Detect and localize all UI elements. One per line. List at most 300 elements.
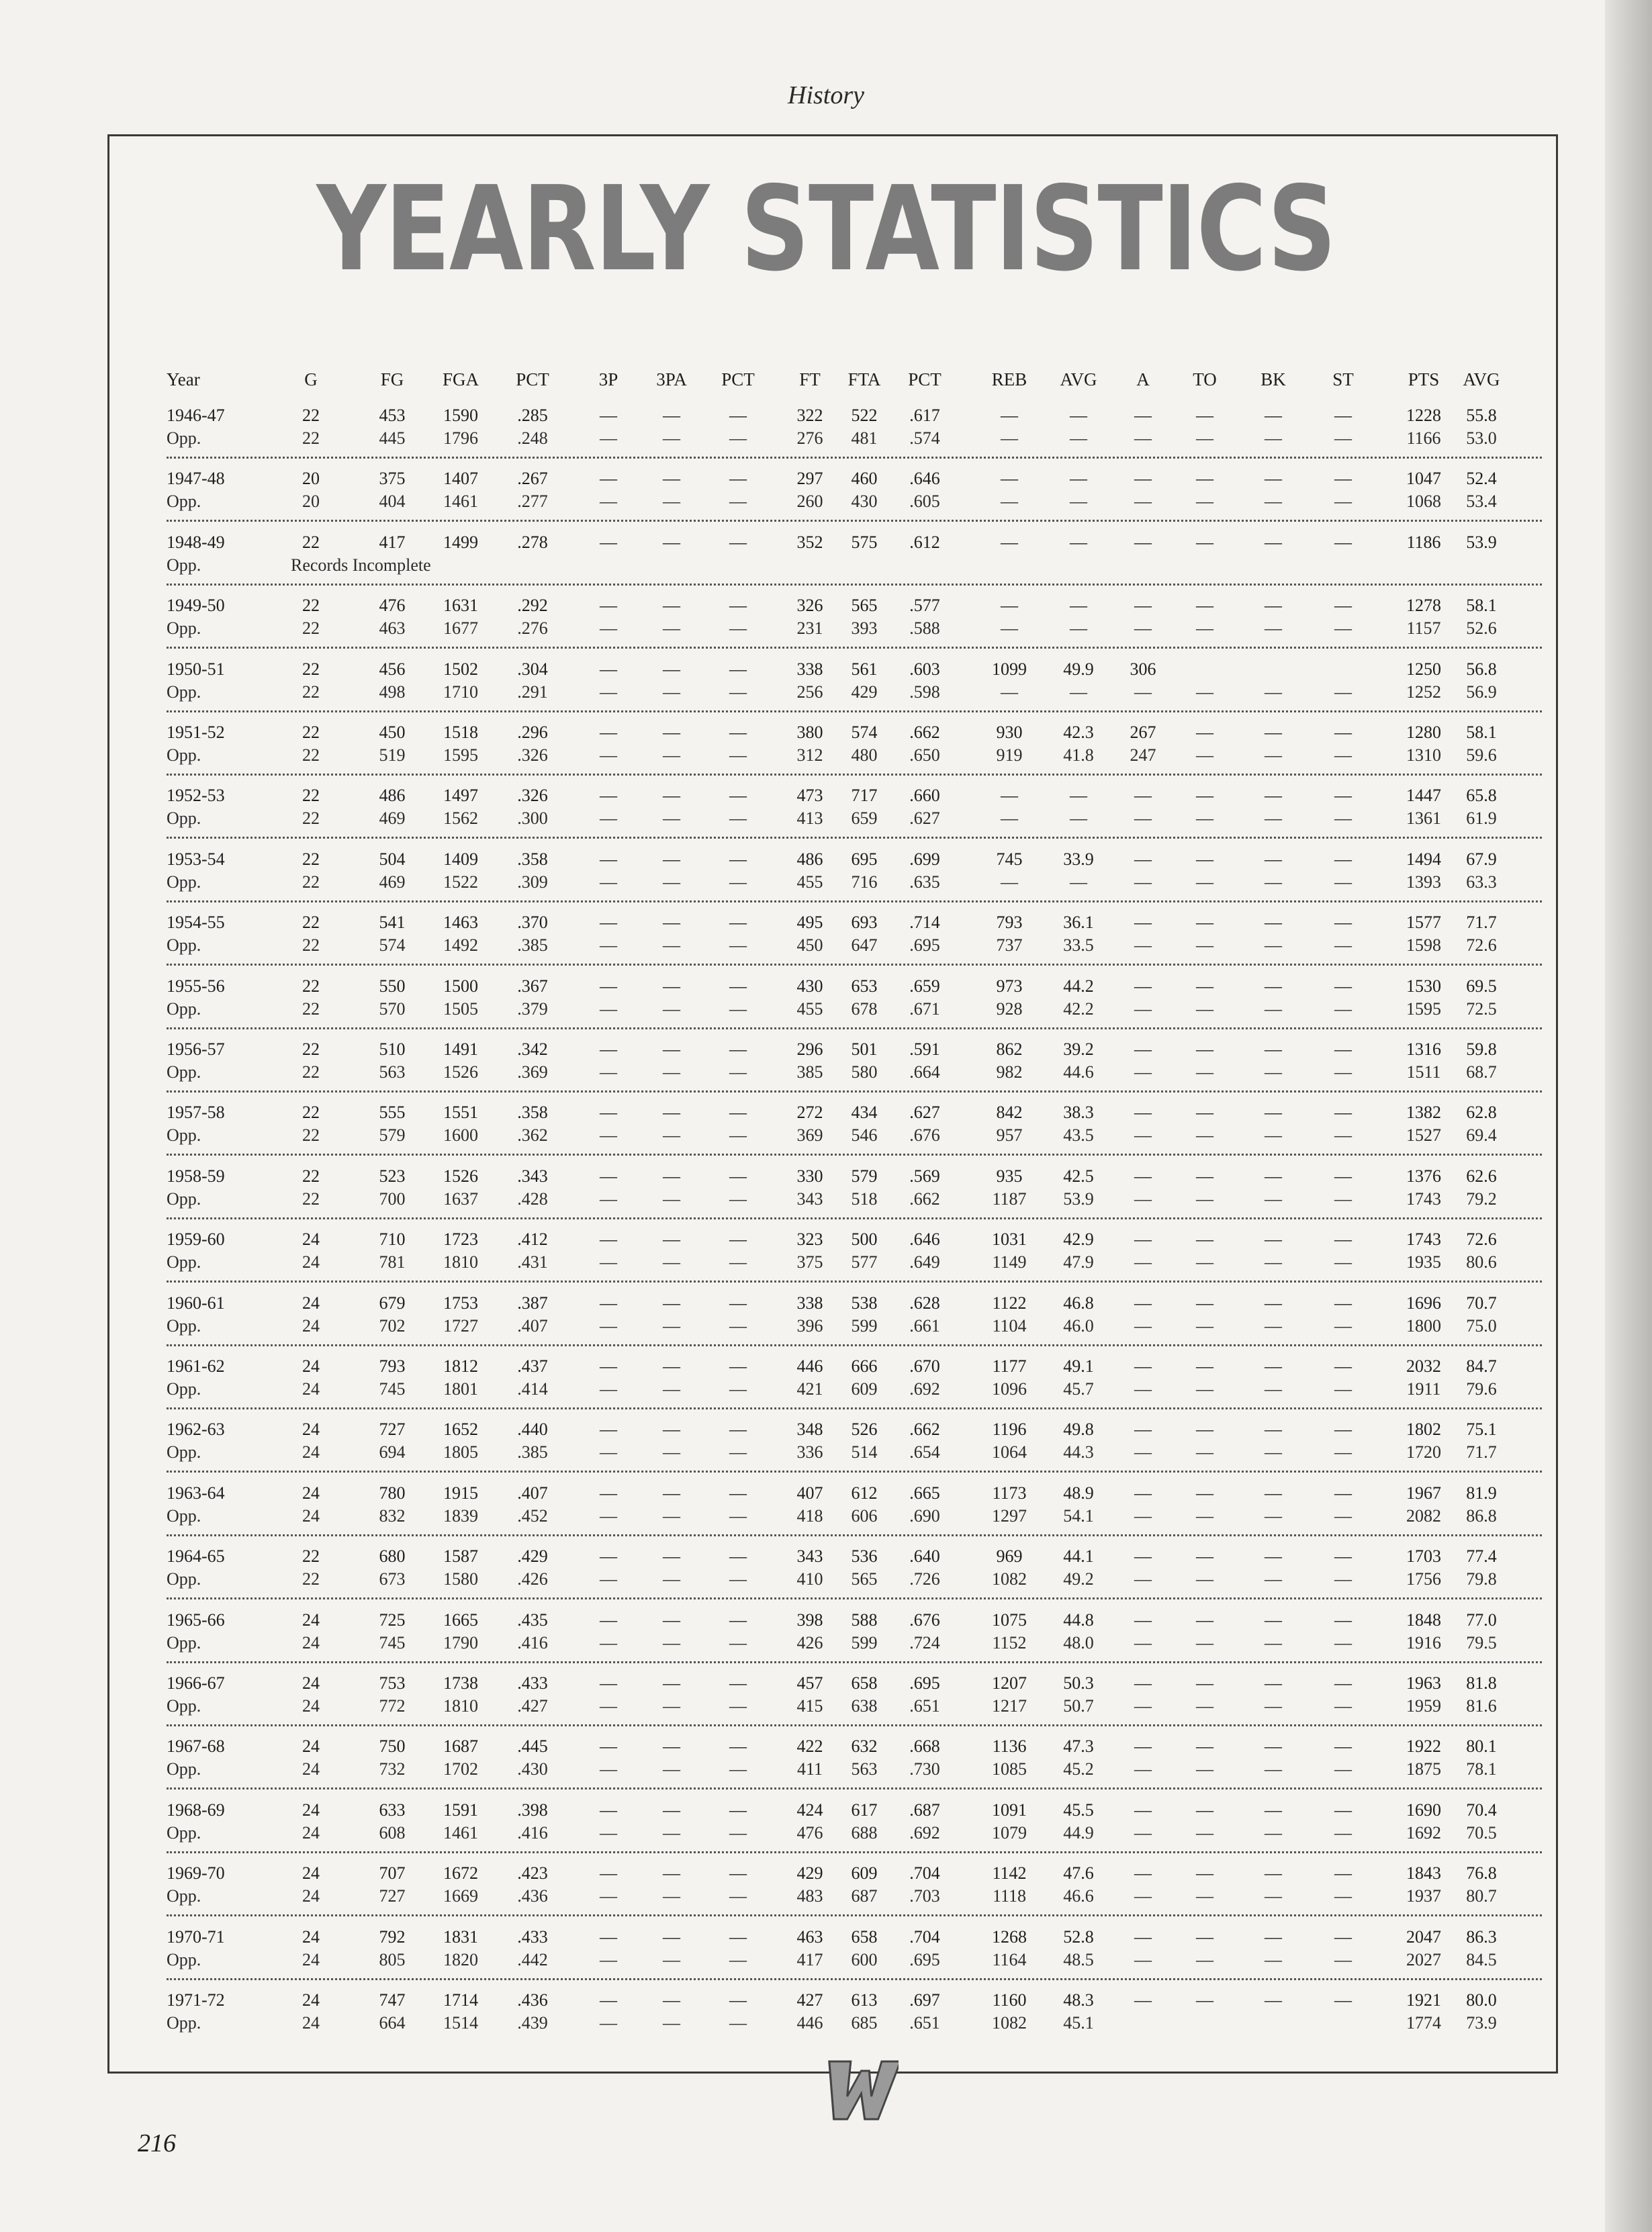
stat-cell: 1166 <box>1406 428 1441 448</box>
stat-cell: 24 <box>302 1442 320 1462</box>
stat-cell: — <box>1196 976 1213 996</box>
stat-cell: 41.8 <box>1063 745 1094 765</box>
stat-cell: 510 <box>379 1039 406 1059</box>
stat-cell: 1756 <box>1406 1569 1441 1589</box>
stat-cell: 469 <box>379 872 406 892</box>
column-header-pts: PTS <box>1408 369 1440 389</box>
stat-cell: .690 <box>909 1505 940 1526</box>
stat-cell: 48.3 <box>1063 1990 1094 2010</box>
stat-cell: 343 <box>796 1189 823 1209</box>
stat-cell: .605 <box>909 492 940 512</box>
stat-cell: .628 <box>909 1293 940 1313</box>
stat-cell: 1463 <box>443 913 478 933</box>
stat-cell: 1526 <box>443 1166 478 1186</box>
stat-cell: — <box>1001 428 1018 448</box>
stat-cell: — <box>1196 1863 1213 1884</box>
stat-cell: — <box>663 406 680 425</box>
stat-cell: — <box>1265 406 1282 425</box>
stat-cell: 81.9 <box>1466 1483 1497 1503</box>
stat-cell: 793 <box>379 1356 406 1376</box>
stat-cell: 1522 <box>443 872 478 892</box>
dotted-divider <box>167 900 1542 902</box>
stat-cell: — <box>1196 998 1213 1019</box>
stat-cell: 24 <box>302 1483 320 1503</box>
stat-cell: 20 <box>302 492 320 512</box>
dotted-divider <box>167 1407 1542 1409</box>
column-header-avg: AVG <box>1463 369 1500 389</box>
stat-cell: — <box>1196 808 1213 829</box>
wisconsin-stat-line <box>167 1673 1542 1693</box>
stat-cell: 2047 <box>1406 1926 1441 1947</box>
stat-cell: 352 <box>796 532 823 552</box>
stat-cell: 450 <box>796 935 823 956</box>
stat-cell: 982 <box>996 1062 1023 1082</box>
season-year: 1959-60 <box>167 1229 225 1250</box>
stat-cell: — <box>600 1569 617 1589</box>
stat-cell: .695 <box>909 1673 940 1693</box>
stat-cell: 1692 <box>1406 1822 1441 1843</box>
stat-cell: — <box>1134 1759 1152 1779</box>
stat-cell: 693 <box>851 913 878 933</box>
stat-cell: — <box>729 1546 747 1567</box>
stat-cell: — <box>600 1315 617 1336</box>
stat-cell: — <box>1334 1315 1352 1336</box>
stat-cell: 22 <box>302 849 320 869</box>
stat-cell: — <box>663 1039 680 1059</box>
stat-cell: — <box>1196 1420 1213 1440</box>
stat-cell: — <box>1334 1863 1352 1884</box>
stat-cell: — <box>663 1759 680 1779</box>
stat-cell: 1720 <box>1406 1442 1441 1462</box>
season-year: 1946-47 <box>167 406 225 425</box>
dotted-divider <box>167 1787 1542 1789</box>
stat-cell: .362 <box>517 1125 548 1146</box>
stat-cell: — <box>1134 1505 1152 1526</box>
stat-cell: — <box>1196 1293 1213 1313</box>
stat-cell: — <box>663 1863 680 1884</box>
stat-cell: .635 <box>909 872 940 892</box>
stat-cell: 1104 <box>992 1315 1027 1336</box>
stat-cell: — <box>600 1696 617 1716</box>
stat-cell: 260 <box>796 492 823 512</box>
stat-cell: — <box>1196 1442 1213 1462</box>
stat-cell: — <box>600 976 617 996</box>
stat-cell: 1096 <box>992 1379 1027 1399</box>
stat-cell: 504 <box>379 849 406 869</box>
stat-cell: 24 <box>302 1315 320 1336</box>
stat-cell: 62.8 <box>1466 1103 1497 1123</box>
stat-cell: .617 <box>909 406 940 425</box>
season-year: 1948-49 <box>167 532 225 552</box>
opponent-label: Opp. <box>167 1822 201 1843</box>
wisconsin-stat-line <box>167 532 1542 553</box>
stat-cell: — <box>1196 913 1213 933</box>
stat-cell: — <box>1334 1610 1352 1630</box>
opponent-label: Opp. <box>167 492 201 512</box>
dotted-divider <box>167 1344 1542 1346</box>
stat-cell: 22 <box>302 1062 320 1082</box>
opponent-label: Opp. <box>167 555 201 575</box>
stat-cell: 385 <box>796 1062 823 1082</box>
season-row <box>167 406 1542 469</box>
stat-cell: 36.1 <box>1063 913 1094 933</box>
stat-cell: 22 <box>302 723 320 742</box>
stat-cell: 1064 <box>992 1442 1027 1462</box>
stat-cell: .664 <box>909 1062 940 1082</box>
stat-cell: 20 <box>302 469 320 489</box>
stat-cell: 1268 <box>992 1926 1027 1947</box>
stat-cell: 570 <box>379 998 406 1019</box>
wisconsin-stat-line <box>167 1039 1542 1060</box>
stat-cell: — <box>1134 428 1152 448</box>
stat-cell: 1839 <box>443 1505 478 1526</box>
stat-cell: — <box>663 1569 680 1589</box>
season-year: 1953-54 <box>167 849 225 869</box>
stat-cell: .687 <box>909 1800 940 1820</box>
stat-cell: — <box>663 492 680 512</box>
stat-cell: — <box>1334 1442 1352 1462</box>
stat-cell: — <box>663 1949 680 1969</box>
stat-cell: — <box>1334 1483 1352 1503</box>
stat-cell: .416 <box>517 1822 548 1843</box>
stat-cell: 306 <box>1130 659 1156 679</box>
stat-cell: 1031 <box>992 1229 1027 1250</box>
wisconsin-stat-line <box>167 723 1542 743</box>
stat-cell: — <box>1001 786 1018 806</box>
stat-cell: — <box>1134 596 1152 616</box>
stat-cell: — <box>1265 1505 1282 1526</box>
stat-cell: 1875 <box>1406 1759 1441 1779</box>
stat-cell: 727 <box>379 1420 406 1440</box>
stat-cell: 609 <box>851 1863 878 1884</box>
stat-cell: — <box>1265 1673 1282 1693</box>
stat-cell: 476 <box>379 596 406 616</box>
stat-cell: — <box>663 1442 680 1462</box>
stat-cell: 1278 <box>1406 596 1441 616</box>
stat-cell: — <box>663 1736 680 1757</box>
stat-cell: 498 <box>379 682 406 702</box>
stat-cell: 664 <box>379 2013 406 2033</box>
stat-cell: 1280 <box>1406 723 1441 742</box>
season-year: 1964-65 <box>167 1546 225 1567</box>
stat-cell: — <box>663 1189 680 1209</box>
stat-cell: 1703 <box>1406 1546 1441 1567</box>
stat-cell: — <box>1070 406 1087 425</box>
stat-cell: 84.7 <box>1466 1356 1497 1376</box>
stat-cell: 49.1 <box>1063 1356 1094 1376</box>
stat-cell: — <box>663 1293 680 1313</box>
stat-cell: — <box>1265 1759 1282 1779</box>
stat-cell: — <box>729 1039 747 1059</box>
season-row <box>167 469 1542 532</box>
opponent-label: Opp. <box>167 1949 201 1969</box>
stat-cell: 673 <box>379 1569 406 1589</box>
season-row <box>167 1736 1542 1800</box>
stat-cell: 501 <box>851 1039 878 1059</box>
stat-cell: — <box>1196 935 1213 956</box>
stat-cell: 1152 <box>992 1632 1027 1653</box>
opponent-label: Opp. <box>167 1189 201 1209</box>
stat-cell: 24 <box>302 1420 320 1440</box>
stat-cell: — <box>729 1189 747 1209</box>
stat-cell: — <box>600 913 617 933</box>
stat-cell: 22 <box>302 935 320 956</box>
stat-cell: 445 <box>379 428 406 448</box>
opponent-label: Opp. <box>167 2013 201 2033</box>
column-header-3pa: 3PA <box>656 369 687 389</box>
stat-cell: 38.3 <box>1063 1103 1094 1123</box>
dotted-divider <box>167 1154 1542 1156</box>
stat-cell: .659 <box>909 976 940 996</box>
column-header-ft: FT <box>799 369 821 389</box>
stat-cell: — <box>729 1229 747 1250</box>
stat-cell: — <box>600 1822 617 1843</box>
stat-cell: 422 <box>796 1736 823 1757</box>
stat-cell: 750 <box>379 1736 406 1757</box>
stat-cell: — <box>663 1103 680 1123</box>
stat-cell: .292 <box>517 596 548 616</box>
stat-cell: 1157 <box>1406 618 1441 639</box>
stat-cell: 49.9 <box>1063 659 1094 679</box>
stat-cell: .427 <box>517 1696 548 1716</box>
opponent-stat-line <box>167 1696 1542 1716</box>
stat-cell: 404 <box>379 492 406 512</box>
stat-cell: — <box>1196 786 1213 806</box>
stat-cell: .695 <box>909 1949 940 1969</box>
stat-cell: 609 <box>851 1379 878 1399</box>
stat-cell: 599 <box>851 1315 878 1336</box>
stat-cell: — <box>1134 1800 1152 1820</box>
season-year: 1955-56 <box>167 976 225 996</box>
stat-cell: 24 <box>302 1926 320 1947</box>
stat-cell: 267 <box>1130 723 1156 742</box>
stat-cell: 22 <box>302 618 320 639</box>
stat-cell: — <box>1265 1379 1282 1399</box>
dotted-divider <box>167 1281 1542 1283</box>
season-row <box>167 1863 1542 1926</box>
stat-cell: .569 <box>909 1166 940 1186</box>
stat-cell: 1409 <box>443 849 478 869</box>
stat-cell: — <box>1196 1356 1213 1376</box>
stat-cell: — <box>1265 1546 1282 1567</box>
season-year: 1967-68 <box>167 1736 225 1757</box>
binding-gutter <box>1605 0 1652 2232</box>
stat-cell: — <box>663 596 680 616</box>
stat-cell: 2027 <box>1406 1949 1441 1969</box>
stat-cell: — <box>729 808 747 829</box>
stat-cell: 1461 <box>443 492 478 512</box>
stat-cell: 1590 <box>443 406 478 425</box>
stat-cell: 79.8 <box>1466 1569 1497 1589</box>
stat-cell: — <box>1001 406 1018 425</box>
stat-cell: — <box>1265 1990 1282 2010</box>
stat-cell: — <box>1334 913 1352 933</box>
stat-cell: 1376 <box>1406 1166 1441 1186</box>
stat-cell: .452 <box>517 1505 548 1526</box>
stat-cell: 1250 <box>1406 659 1441 679</box>
dotted-divider <box>167 1217 1542 1219</box>
stat-cell: — <box>1134 1949 1152 1969</box>
stat-cell: 1801 <box>443 1379 478 1399</box>
stat-cell: 780 <box>379 1483 406 1503</box>
stat-cell: 727 <box>379 1886 406 1906</box>
stat-cell: 565 <box>851 1569 878 1589</box>
stat-cell: — <box>600 1863 617 1884</box>
stat-cell: — <box>600 1229 617 1250</box>
column-header-to: TO <box>1193 369 1217 389</box>
stat-cell: 678 <box>851 998 878 1019</box>
stat-cell: .433 <box>517 1926 548 1947</box>
stat-cell: 61.9 <box>1466 808 1497 829</box>
stat-cell: 579 <box>379 1125 406 1146</box>
stat-cell: .704 <box>909 1863 940 1884</box>
stat-cell: — <box>1196 1569 1213 1589</box>
stat-cell: — <box>1334 1886 1352 1906</box>
stat-cell: 396 <box>796 1315 823 1336</box>
stat-cell: 45.2 <box>1063 1759 1094 1779</box>
opponent-stat-line <box>167 555 1542 575</box>
stat-cell: — <box>663 976 680 996</box>
stat-cell: 710 <box>379 1229 406 1250</box>
stat-cell: — <box>600 469 617 489</box>
stat-cell: — <box>1334 1822 1352 1843</box>
stat-cell: 22 <box>302 659 320 679</box>
stat-cell: — <box>1196 1039 1213 1059</box>
stat-cell: 1252 <box>1406 682 1441 702</box>
stat-cell: 1082 <box>992 2013 1027 2033</box>
stat-cell: — <box>1134 1379 1152 1399</box>
stat-cell: .724 <box>909 1632 940 1653</box>
stat-cell: — <box>1134 1632 1152 1653</box>
stat-cell: 80.7 <box>1466 1886 1497 1906</box>
stat-cell: — <box>600 1293 617 1313</box>
stat-cell: 380 <box>796 723 823 742</box>
stat-cell: 22 <box>302 1569 320 1589</box>
stat-cell: — <box>600 1990 617 2010</box>
wisconsin-stat-line <box>167 1420 1542 1440</box>
stat-cell: 256 <box>796 682 823 702</box>
stat-cell: 429 <box>796 1863 823 1884</box>
stat-cell: 1530 <box>1406 976 1441 996</box>
stat-cell: 1800 <box>1406 1315 1441 1336</box>
stat-cell: — <box>729 1696 747 1716</box>
stat-cell: 486 <box>379 786 406 806</box>
stat-cell: 702 <box>379 1315 406 1336</box>
column-header-pct: PCT <box>516 369 549 389</box>
stat-cell: 1494 <box>1406 849 1441 869</box>
stat-cell: — <box>729 1736 747 1757</box>
column-header-g: G <box>304 369 318 389</box>
wisconsin-stat-line <box>167 1356 1542 1377</box>
stat-cell: .426 <box>517 1569 548 1589</box>
stat-cell: 600 <box>851 1949 878 1969</box>
stat-cell: — <box>1001 808 1018 829</box>
stat-cell: — <box>1070 682 1087 702</box>
stat-cell: — <box>729 1166 747 1186</box>
stat-cell: — <box>600 808 617 829</box>
stat-cell: — <box>1265 618 1282 639</box>
stat-cell: 1631 <box>443 596 478 616</box>
page-title: YEARLY STATISTICS <box>316 161 1336 297</box>
stat-cell: — <box>1265 532 1282 552</box>
stat-cell: — <box>600 596 617 616</box>
stat-cell: 747 <box>379 1990 406 2010</box>
stat-cell: — <box>729 1442 747 1462</box>
stat-cell: — <box>1134 1062 1152 1082</box>
stat-cell: 1959 <box>1406 1696 1441 1716</box>
stat-cell: 522 <box>851 406 878 425</box>
stat-cell: 1497 <box>443 786 478 806</box>
stat-cell: 33.5 <box>1063 935 1094 956</box>
stat-cell: — <box>1196 1546 1213 1567</box>
stat-cell: — <box>1134 1483 1152 1503</box>
column-header-bk: BK <box>1260 369 1286 389</box>
stat-cell: — <box>1334 1569 1352 1589</box>
stat-cell: 561 <box>851 659 878 679</box>
stat-cell: — <box>1196 1610 1213 1630</box>
stat-cell: 1297 <box>992 1505 1027 1526</box>
stat-cell: .326 <box>517 786 548 806</box>
stat-cell: — <box>600 492 617 512</box>
stat-cell: — <box>1334 723 1352 742</box>
stat-cell: 772 <box>379 1696 406 1716</box>
stat-cell: — <box>1265 976 1282 996</box>
stat-cell: .676 <box>909 1125 940 1146</box>
stat-cell: 1587 <box>443 1546 478 1567</box>
stat-cell: .276 <box>517 618 548 639</box>
stat-cell: 49.2 <box>1063 1569 1094 1589</box>
stat-cell: — <box>729 532 747 552</box>
stat-cell: 716 <box>851 872 878 892</box>
stat-cell: 546 <box>851 1125 878 1146</box>
stat-cell: — <box>1265 1039 1282 1059</box>
stat-cell: — <box>663 428 680 448</box>
stat-cell: — <box>663 745 680 765</box>
stat-cell: 430 <box>796 976 823 996</box>
stat-cell: — <box>1265 1103 1282 1123</box>
stat-cell: — <box>1196 745 1213 765</box>
stat-cell: — <box>1334 1420 1352 1440</box>
stat-cell: — <box>663 1632 680 1653</box>
stat-cell: 476 <box>796 1822 823 1843</box>
stat-cell: — <box>1134 682 1152 702</box>
stat-cell: — <box>729 913 747 933</box>
stat-cell: 59.8 <box>1466 1039 1497 1059</box>
stat-cell: .385 <box>517 935 548 956</box>
stat-cell: — <box>729 406 747 425</box>
stat-cell: 1702 <box>443 1759 478 1779</box>
stat-cell: — <box>600 1252 617 1272</box>
dotted-divider <box>167 647 1542 649</box>
stat-cell: — <box>663 2013 680 2033</box>
stat-cell: 1723 <box>443 1229 478 1250</box>
opponent-label: Opp. <box>167 935 201 956</box>
stat-cell: 86.8 <box>1466 1505 1497 1526</box>
stat-cell: 1207 <box>992 1673 1027 1693</box>
stat-cell: 1149 <box>992 1252 1027 1272</box>
stat-cell: — <box>600 849 617 869</box>
stat-cell: — <box>729 618 747 639</box>
stat-cell: 24 <box>302 1252 320 1272</box>
stat-cell: — <box>1001 469 1018 489</box>
stat-cell: 24 <box>302 1863 320 1884</box>
stat-cell: 1085 <box>992 1759 1027 1779</box>
stat-cell: — <box>1134 849 1152 869</box>
stat-cell: 919 <box>996 745 1023 765</box>
stat-cell: 1915 <box>443 1483 478 1503</box>
stat-cell: — <box>600 406 617 425</box>
opponent-stat-line <box>167 1823 1542 1843</box>
